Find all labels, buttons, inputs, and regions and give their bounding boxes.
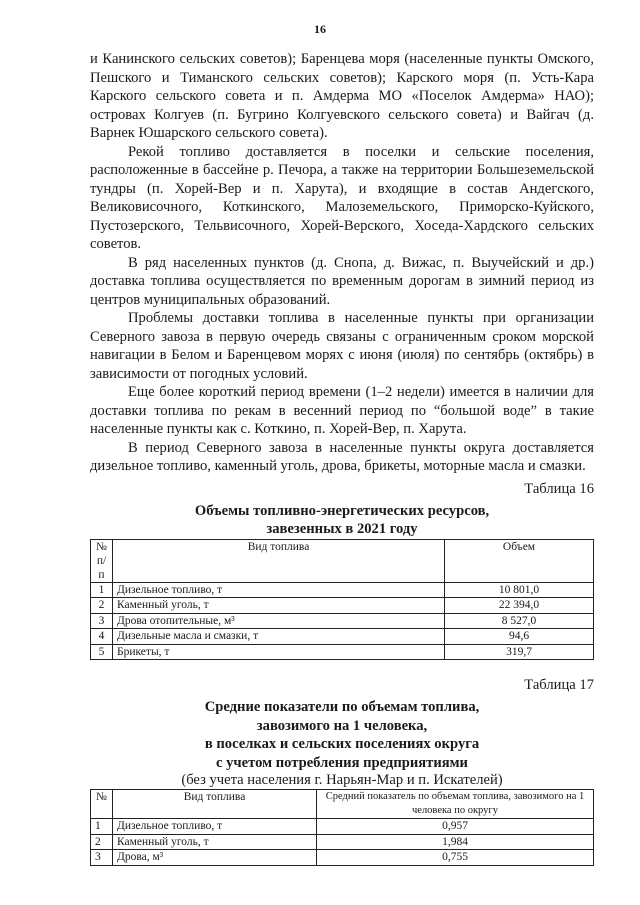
paragraph: Еще более короткий период времени (1–2 недели) имеется в наличии для доставки топлива по рекам в весенний период по “большой воде” в такие населенные пункты как с. Коткино, п. Хорей-Вер, п. Харута.: [90, 384, 594, 437]
cell-num: 5: [91, 644, 113, 660]
cell-type: Каменный уголь, т: [113, 834, 317, 850]
table-row: [91, 598, 594, 614]
paragraph: и Канинского сельских советов); Баренцева моря (населенные пункты Омского, Пешского и Тиманского сельских советов); Карского моря (п. Усть-Кара Карского сельского совета и п. Амдерма МО «Поселок Амдерма» НАО); островах Колгуев (п. Бугрино Колгуевского сельского совета) и Вайгач (д. Варнек Юшарского сельского совета).: [90, 51, 594, 141]
cell-type: Дизельное топливо, т: [113, 819, 317, 835]
header-type: Вид топлива: [113, 539, 445, 582]
paragraph: В ряд населенных пунктов (д. Снопа, д. Вижас, п. Выучейский и др.) доставка топлива осуществляется по временным дорогам в зимний период из центров муниципальных образований.: [90, 254, 594, 308]
cell-num: 4: [91, 629, 113, 645]
cell-value: 0,957: [317, 819, 594, 835]
page-number: 16: [314, 22, 326, 36]
cell-volume: 8 527,0: [445, 613, 594, 629]
cell-num: 3: [91, 850, 113, 866]
table-16-title: завезенных в 2021 году: [266, 521, 418, 537]
table-row: [91, 834, 594, 850]
paragraph: Проблемы доставки топлива в населенные пункты при организации Северного завоза в первую очередь связаны с ограниченным сроком морской навигации в Белом и Баренцевом морях с июня (июля) по сентябрь (октябрь) в зависимости от погодных условий.: [90, 310, 594, 382]
table-16: [90, 539, 594, 661]
table-17-subtitle: (без учета населения г. Нарьян-Мар и п. Искателей): [181, 772, 503, 788]
paragraph: В период Северного завоза в населенные пункты округа доставляется дизельное топливо, каменный уголь, дрова, брикеты, моторные масла и смазки.: [90, 439, 594, 474]
table-row: [91, 644, 594, 660]
cell-type: Каменный уголь, т: [113, 598, 445, 614]
header-type: Вид топлива: [113, 790, 317, 819]
table-17-title: завозимого на 1 человека,: [256, 717, 428, 734]
table-row: [91, 850, 594, 866]
table-17-label: Таблица 17: [524, 677, 594, 693]
header-value: Средний показатель по объемам топлива, завозимого на 1 человека по округу: [317, 790, 594, 819]
cell-num: 1: [91, 819, 113, 835]
cell-num: 3: [91, 613, 113, 629]
cell-type: Брикеты, т: [113, 644, 445, 660]
cell-type: Дрова отопительные, м³: [113, 613, 445, 629]
table-16-title: Объемы топливно-энергетических ресурсов,: [194, 502, 490, 519]
table-17: [90, 789, 594, 866]
table-17-title: с учетом потребления предприятиями: [216, 754, 468, 771]
table-header-row: [91, 539, 594, 582]
header-num: №: [91, 790, 113, 819]
table-row: [91, 582, 594, 598]
table-17-title: Средние показатели по объемам топлива,: [204, 699, 480, 715]
paragraph: Рекой топливо доставляется в поселки и сельские поселения, расположенные в бассейне р. Печора, а также на территории Большеземельской тундры (п. Хорей-Вер и п. Харута), и входящие в состав Андегского, Великовисочного, Коткинского, Малоземельского, Приморско-Куйского, Пустозерского, Тельвисочного, Хорей-Верского, Хоседа-Хардского сельских советов.: [90, 143, 594, 252]
table-16-label: Таблица 16: [524, 480, 594, 497]
header-volume: Объем: [445, 539, 594, 582]
cell-type: Дизельное топливо, т: [113, 582, 445, 598]
table-17-title: в поселках и сельских поселениях округа: [204, 736, 480, 752]
cell-volume: 22 394,0: [445, 598, 594, 614]
cell-value: 0,755: [317, 850, 594, 866]
header-num: № п/п: [91, 539, 113, 582]
table-header-row: [91, 790, 594, 819]
cell-num: 2: [91, 598, 113, 614]
table-row: [91, 613, 594, 629]
table-row: [91, 629, 594, 645]
cell-volume: 319,7: [445, 644, 594, 660]
cell-num: 1: [91, 582, 113, 598]
cell-value: 1,984: [317, 834, 594, 850]
cell-type: Дизельные масла и смазки, т: [113, 629, 445, 645]
cell-volume: 94,6: [445, 629, 594, 645]
table-row: [91, 819, 594, 835]
cell-volume: 10 801,0: [445, 582, 594, 598]
document-body: [90, 50, 594, 866]
cell-type: Дрова, м³: [113, 850, 317, 866]
cell-num: 2: [91, 834, 113, 850]
